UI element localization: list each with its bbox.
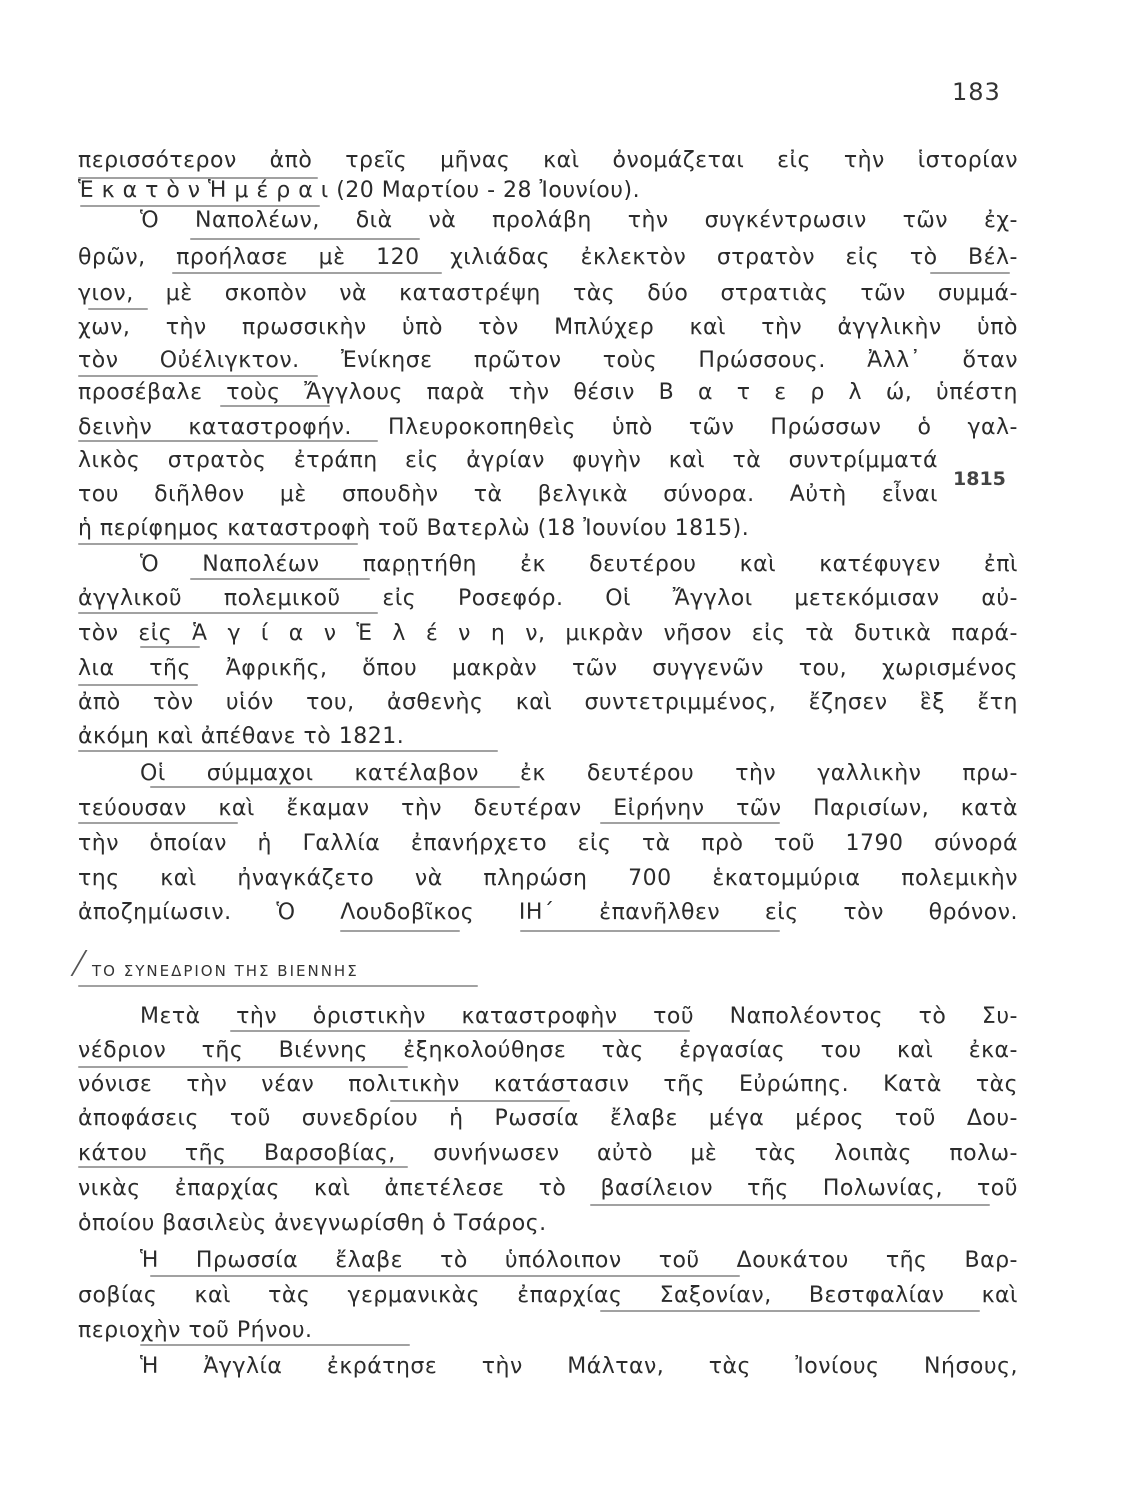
text-line: γιον, μὲ σκοπὸν νὰ καταστρέψη τὰς δύο στρατιὰς τῶν συμμά-: [78, 281, 1018, 306]
text-line: τὴν ὁποίαν ἡ Γαλλία ἐπανήρχετο εἰς τὰ πρὸ τοῦ 1790 σύνορά: [78, 831, 1018, 856]
text-line: Ὁ Ναπολέων παρῃτήθη ἐκ δευτέρου καὶ κατέφυγεν ἐπὶ: [140, 552, 1018, 577]
text-line: προσέβαλε τοὺς Ἄγγλους παρὰ τὴν θέσιν Β α τ ε ρ λ ώ, ὑπέστη: [78, 380, 1018, 405]
text-line: τεύουσαν καὶ ἔκαμαν τὴν δευτέραν Εἰρήνην τῶν Παρισίων, κατὰ: [78, 796, 1018, 821]
pencil-underline: [78, 1166, 408, 1168]
pencil-underline: [78, 1066, 408, 1068]
pencil-underline: [78, 684, 198, 686]
text-line: θρῶν, προήλασε μὲ 120 χιλιάδας ἐκλεκτὸν στρατὸν εἰς τὸ Βέλ-: [78, 245, 1018, 270]
text-line: σοβίας καὶ τὰς γερμανικὰς ἐπαρχίας Σαξονίαν, Βεστφαλίαν καὶ: [78, 1283, 1018, 1308]
pencil-underline: [190, 238, 420, 240]
text-line: του διῆλθον μὲ σπουδὴν τὰ βελγικὰ σύνορα. Αὐτὴ εἶναι: [78, 482, 938, 507]
pencil-underline: [230, 1030, 690, 1032]
pencil-underline: [78, 985, 478, 987]
text-line: Ἑ κ α τ ὸ ν Ἡ μ έ ρ α ι (20 Μαρτίου - 28 Ἰουνίου).: [78, 178, 641, 203]
text-line: ἀγγλικοῦ πολεμικοῦ εἰς Ροσεφόρ. Οἱ Ἄγγλοι μετεκόμισαν αὐ-: [78, 586, 1018, 611]
pencil-underline: [140, 1344, 410, 1346]
pencil-underline: [150, 786, 520, 788]
pencil-underline: [520, 930, 780, 932]
text-line: της καὶ ἠναγκάζετο νὰ πληρώση 700 ἑκατομμύρια πολεμικὴν: [78, 866, 1018, 891]
pencil-underline: [78, 177, 318, 179]
pencil-underline: [78, 750, 498, 752]
pencil-underline: [78, 543, 358, 545]
margin-year-note: 1815: [953, 468, 1006, 490]
pencil-underline: [390, 1100, 570, 1102]
pencil-underline: [220, 405, 330, 407]
text-line: περιοχὴν τοῦ Ρήνου.: [78, 1318, 313, 1343]
pencil-underline: [140, 646, 200, 648]
text-line: Ὁ Ναπολέων, διὰ νὰ προλάβη τὴν συγκέντρωσιν τῶν ἐχ-: [140, 208, 1018, 233]
page-number: 183: [952, 78, 1001, 106]
section-heading: ΤΟ ΣΥΝΕΔΡΙΟΝ ΤΗΣ ΒΙΕΝΝΗΣ: [92, 962, 359, 980]
pencil-underline: [190, 578, 370, 580]
text-line: νόνισε τὴν νέαν πολιτικὴν κατάστασιν τῆς Εὐρώπης. Κατὰ τὰς: [78, 1072, 1018, 1097]
pencil-underline: [340, 930, 460, 932]
text-line: νέδριον τῆς Βιέννης ἐξηκολούθησε τὰς ἐργασίας του καὶ ἐκα-: [78, 1038, 1018, 1063]
pencil-underline: [78, 822, 238, 824]
text-line: λια τῆς Ἀφρικῆς, ὅπου μακρὰν τῶν συγγενῶν του, χωρισμένος: [78, 656, 1018, 681]
text-line: ἀκόμη καὶ ἀπέθανε τὸ 1821.: [78, 724, 405, 749]
pencil-underline: [172, 272, 442, 274]
text-line: δεινὴν καταστροφήν. Πλευροκοπηθεὶς ὑπὸ τῶν Πρώσσων ὁ γαλ-: [78, 415, 1018, 440]
text-line: ἀποζημίωσιν. Ὁ Λουδοβῖκος ΙΗ´ ἐπανῆλθεν εἰς τὸν θρόνον.: [78, 900, 1018, 925]
pencil-underline: [600, 822, 780, 824]
text-line: λικὸς στρατὸς ἐτράπη εἰς ἀγρίαν φυγὴν καὶ τὰ συντρίμματά: [78, 448, 938, 473]
pencil-underline: [78, 375, 318, 377]
text-line: ἡ περίφημος καταστροφὴ τοῦ Βατερλὼ (18 Ἰουνίου 1815).: [78, 516, 750, 541]
text-line: κάτου τῆς Βαρσοβίας, συνήνωσεν αὐτὸ μὲ τὰς λοιπὰς πολω-: [78, 1141, 1018, 1166]
pencil-underline: [78, 440, 378, 442]
pencil-underline: [590, 1204, 990, 1206]
text-line: Ἡ Ἀγγλία ἐκράτησε τὴν Μάλταν, τὰς Ἰονίους Νήσους,: [140, 1354, 1018, 1379]
text-line: τὸν εἰς Ἁ γ ί α ν Ἑ λ έ ν η ν, μικρὰν νῆσον εἰς τὰ δυτικὰ παρά-: [78, 621, 1018, 646]
text-line: ὁποίου βασιλεὺς ἀνεγνωρίσθη ὁ Τσάρος.: [78, 1211, 547, 1236]
text-line: χων, τὴν πρωσσικὴν ὑπὸ τὸν Μπλύχερ καὶ τὴν ἀγγλικὴν ὑπὸ: [78, 315, 1018, 340]
pencil-underline: [150, 1275, 740, 1277]
text-line: Ἡ Πρωσσία ἔλαβε τὸ ὑπόλοιπον τοῦ Δουκάτου τῆς Βαρ-: [140, 1248, 1018, 1273]
pencil-underline: [88, 308, 148, 310]
text-line: Μετὰ τὴν ὁριστικὴν καταστροφὴν τοῦ Ναπολέοντος τὸ Συ-: [140, 1004, 1018, 1029]
text-line: περισσότερον ἀπὸ τρεῖς μῆνας καὶ ὀνομάζεται εἰς τὴν ἱστορίαν: [78, 148, 1018, 173]
text-line: τὸν Οὐέλιγκτον. Ἐνίκησε πρῶτον τοὺς Πρώσσους. Ἀλλ᾽ ὅταν: [78, 348, 1018, 373]
text-line: ἀποφάσεις τοῦ συνεδρίου ἡ Ρωσσία ἔλαβε μέγα μέρος τοῦ Δου-: [78, 1106, 1018, 1131]
pencil-underline: [78, 612, 378, 614]
pencil-underline: [930, 272, 1010, 274]
pencil-underline: [600, 1310, 980, 1312]
text-line: νικὰς ἐπαρχίας καὶ ἀπετέλεσε τὸ βασίλειον τῆς Πολωνίας, τοῦ: [78, 1176, 1018, 1201]
text-line: ἀπὸ τὸν υἱόν του, ἀσθενὴς καὶ συντετριμμένος, ἔζησεν ἓξ ἔτη: [78, 690, 1018, 715]
text-line: Οἱ σύμμαχοι κατέλαβον ἐκ δευτέρου τὴν γαλλικὴν πρω-: [140, 761, 1018, 786]
pencil-underline: [80, 205, 320, 207]
